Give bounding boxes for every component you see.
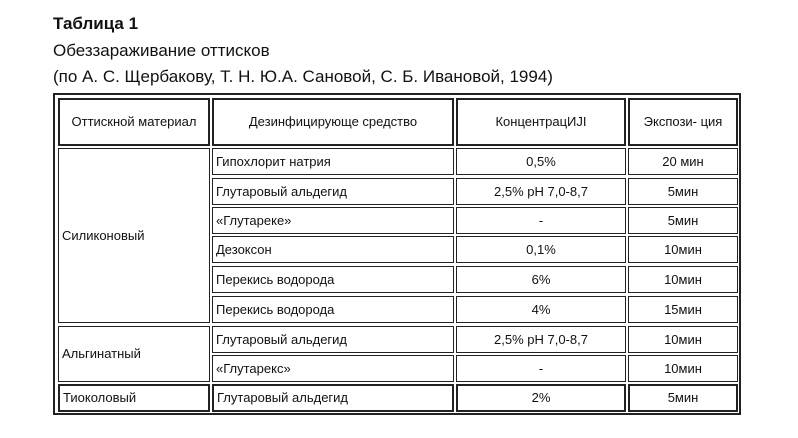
agent-cell: Глутаровый альдегид [212, 178, 454, 205]
exposure-cell: 5мин [628, 207, 738, 234]
concentration-cell: 0,1% [456, 236, 626, 263]
concentration-cell: 2,5% pH 7,0-8,7 [456, 178, 626, 205]
header-concentration: КонцентрацИJI [456, 98, 626, 146]
concentration-cell: 4% [456, 296, 626, 323]
concentration-cell: - [456, 355, 626, 382]
material-cell: Тиоколовый [58, 384, 210, 412]
concentration-cell: 6% [456, 266, 626, 293]
agent-cell: «Глутареке» [212, 207, 454, 234]
header-exposure: Экспози- ция [628, 98, 738, 146]
disinfection-table [53, 93, 741, 415]
header-material: Оттискной материал [58, 98, 210, 146]
exposure-cell: 10мин [628, 355, 738, 382]
agent-cell: Перекись водорода [212, 266, 454, 293]
agent-cell: Глутаровый альдегид [212, 326, 454, 353]
agent-cell: «Глутарекс» [212, 355, 454, 382]
concentration-cell: - [456, 207, 626, 234]
table-citation: (по А. С. Щербакову, Т. Н. Ю.А. Сановой, С. Б. Ивановой, 1994) [53, 67, 553, 86]
exposure-cell: 20 мин [628, 148, 738, 175]
exposure-cell: 5мин [628, 384, 738, 412]
exposure-cell: 5мин [628, 178, 738, 205]
agent-cell: Дезоксон [212, 236, 454, 263]
agent-cell: Глутаровый альдегид [212, 384, 454, 412]
exposure-cell: 10мин [628, 236, 738, 263]
exposure-cell: 15мин [628, 296, 738, 323]
material-cell: Альгинатный [58, 326, 210, 382]
agent-cell: Перекись водорода [212, 296, 454, 323]
header-agent: Дезинфицирующе средство [212, 98, 454, 146]
table-title: Таблица 1 [53, 14, 139, 33]
material-cell: Силиконовый [58, 148, 210, 323]
exposure-cell: 10мин [628, 326, 738, 353]
concentration-cell: 2,5% pH 7,0-8,7 [456, 326, 626, 353]
concentration-cell: 2% [456, 384, 626, 412]
exposure-cell: 10мин [628, 266, 738, 293]
table-subtitle: Обеззараживание оттисков [53, 41, 270, 60]
concentration-cell: 0,5% [456, 148, 626, 175]
agent-cell: Гипохлорит натрия [212, 148, 454, 175]
